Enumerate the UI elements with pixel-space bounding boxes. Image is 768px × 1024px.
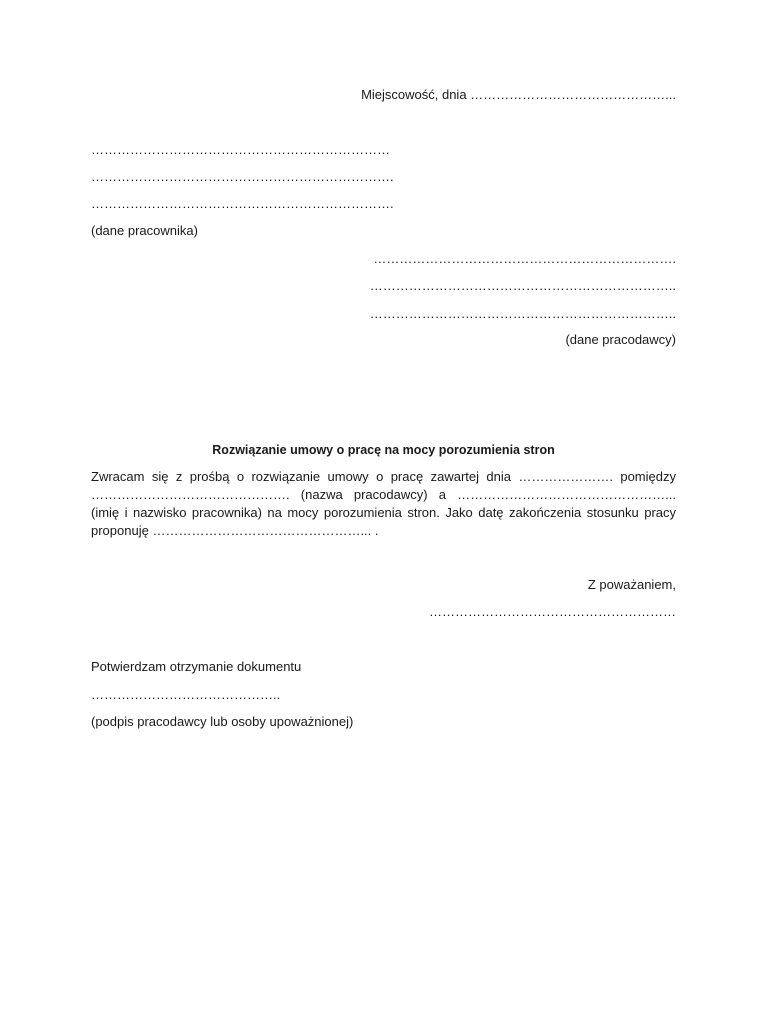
employer-line-2: ……………………………………………………………..: [369, 278, 676, 293]
closing-signature-line: …………………………………………………: [429, 604, 676, 619]
place-date-line: Miejscowość, dnia ………………………………………...: [361, 87, 676, 102]
confirmation-label: Potwierdzam otrzymanie dokumentu: [91, 659, 302, 674]
employee-line-3: …………………………………………………………….: [91, 196, 394, 211]
employer-line-3: ……………………………………………………………..: [369, 306, 676, 321]
employer-caption: (dane pracodawcy): [565, 332, 676, 347]
confirmation-caption: (podpis pracodawcy lub osoby upoważnionej): [91, 714, 354, 729]
employee-line-2: …………………………………………………………….: [91, 169, 394, 184]
closing-greeting: Z poważaniem,: [587, 577, 676, 592]
document-title: Rozwiązanie umowy o pracę na mocy porozumienia stron: [212, 443, 555, 457]
employee-caption: (dane pracownika): [91, 223, 198, 238]
body-paragraph: Zwracam się z prośbą o rozwiązanie umowy o pracę zawartej dnia …………………. pomiędzy ………………………………………. (nazwa pracodawcy) a …………………………………………... (imię i nazwisko pracownika) na mocy porozumienia stron. Jako datę zakończenia stosunku pracy proponuję …………………………………………... .: [91, 469, 676, 538]
confirmation-signature-line: ……………………………………..: [91, 687, 281, 702]
employee-line-1: ……………………………………………………………: [91, 142, 390, 157]
employer-line-1: …………………………………………………………….: [373, 251, 676, 266]
